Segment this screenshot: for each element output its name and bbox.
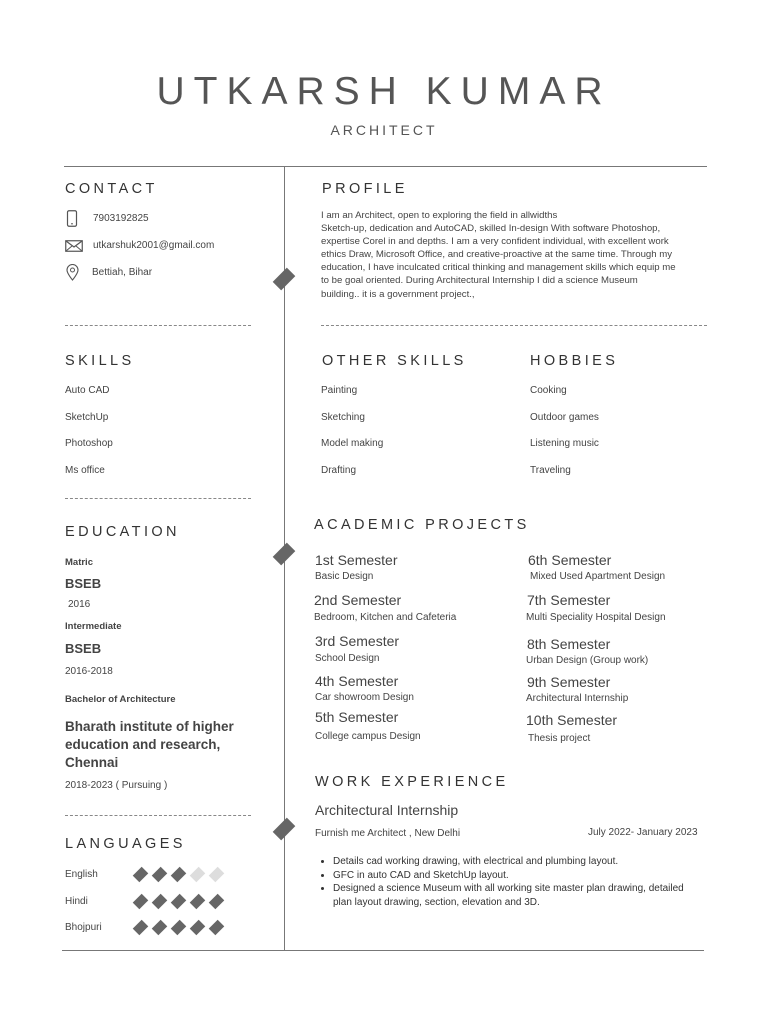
contact-heading: CONTACT — [65, 181, 158, 197]
profile-line: expertise Corel in and depths. I am a very confident individual, with excellent work — [321, 236, 669, 248]
education-years: 2016-2018 — [65, 666, 113, 677]
skill-item: SketchUp — [65, 412, 109, 423]
work-bullet: • Details cad working drawing, with electrical and plumbing layout. — [333, 855, 705, 869]
work-experience-heading: WORK EXPERIENCE — [315, 774, 509, 790]
semester-title: 9th Semester — [527, 674, 611, 690]
resume-title: ARCHITECT — [330, 122, 438, 138]
rating-diamond-filled — [190, 894, 206, 910]
rating-diamond-filled — [133, 867, 149, 883]
location-pin-icon — [66, 264, 79, 281]
section-divider — [65, 498, 251, 499]
section-divider — [321, 325, 707, 326]
rating-diamond-filled — [171, 894, 187, 910]
education-level: Matric — [65, 557, 93, 568]
work-period: July 2022- January 2023 — [588, 827, 698, 838]
education-years: 2018-2023 ( Pursuing ) — [65, 780, 168, 791]
rating-diamond-filled — [171, 920, 187, 936]
profile-line: education, I have inculcated critical thinking and management skills which equip me — [321, 262, 676, 274]
education-board: BSEB — [65, 641, 102, 656]
skill-item: Auto CAD — [65, 385, 110, 396]
skills-heading: SKILLS — [65, 353, 135, 369]
semester-title: 4th Semester — [315, 673, 399, 689]
profile-line: I am an Architect, open to exploring the field in allwidths — [321, 210, 558, 221]
semester-project: College campus Design — [315, 731, 421, 742]
semester-project: Urban Design (Group work) — [526, 655, 649, 666]
languages-heading: LANGUAGES — [65, 836, 186, 852]
other-skill-item: Sketching — [321, 412, 365, 423]
rating-diamond-filled — [133, 920, 149, 936]
hobby-item: Listening music — [530, 438, 599, 449]
semester-title: 6th Semester — [528, 552, 612, 568]
rating-diamond-filled — [209, 920, 225, 936]
timeline-diamond — [273, 268, 296, 291]
education-institute: Bharath institute of higher education and research, Chennai — [65, 719, 234, 770]
phone-icon — [66, 210, 78, 227]
rating-diamond-filled — [152, 920, 168, 936]
work-role: Architectural Internship — [315, 802, 459, 818]
contact-phone[interactable]: 7903192825 — [93, 213, 149, 224]
semester-project: Multi Speciality Hospital Design — [526, 612, 666, 623]
semester-project: Car showroom Design — [315, 692, 414, 703]
profile-text — [321, 209, 711, 301]
education-heading: EDUCATION — [65, 524, 180, 540]
education-level: Intermediate — [65, 621, 122, 632]
language-rating — [133, 895, 233, 909]
education-years: 2016 — [68, 599, 91, 610]
profile-line: ethics Draw, Microsoft Office, and creative-proactive at the same time. Through my — [321, 249, 673, 261]
skill-item: Ms office — [65, 465, 105, 476]
rating-diamond-filled — [171, 867, 187, 883]
rating-diamond-empty — [190, 867, 206, 883]
mail-icon — [65, 240, 83, 252]
other-skill-item: Model making — [321, 438, 384, 449]
profile-heading: PROFILE — [322, 181, 408, 197]
section-divider — [65, 815, 251, 816]
semester-title: 2nd Semester — [314, 592, 402, 608]
language-name: Hindi — [65, 896, 88, 907]
profile-line: to be goal oriented. During Architectural Internship I did a science Museum — [321, 275, 638, 287]
skill-item: Photoshop — [65, 438, 113, 449]
semester-project: Architectural Internship — [526, 693, 629, 704]
rating-diamond-filled — [152, 867, 168, 883]
rating-diamond-filled — [209, 894, 225, 910]
hobbies-heading: HOBBIES — [530, 353, 619, 369]
semester-project: Thesis project — [528, 733, 591, 744]
language-rating — [133, 868, 233, 882]
semester-project: Mixed Used Apartment Design — [530, 571, 666, 582]
rating-diamond-filled — [190, 920, 206, 936]
timeline-diamond — [273, 818, 296, 841]
section-divider — [65, 325, 251, 326]
language-name: English — [65, 869, 98, 880]
rating-diamond-filled — [152, 894, 168, 910]
other-skill-item: Drafting — [321, 465, 357, 476]
rating-diamond-empty — [209, 867, 225, 883]
profile-line: building.. it is a government project., — [321, 288, 475, 300]
other-skills-heading: OTHER SKILLS — [322, 353, 467, 369]
hobby-item: Traveling — [530, 465, 571, 476]
work-company: Furnish me Architect , New Delhi — [315, 828, 461, 839]
semester-title: 1st Semester — [315, 552, 398, 568]
semester-project: School Design — [315, 653, 380, 664]
academic-projects-heading: ACADEMIC PROJECTS — [314, 517, 530, 533]
semester-title: 7th Semester — [527, 592, 611, 608]
contact-email[interactable]: utkarshuk2001@gmail.com — [93, 240, 215, 251]
work-bullet: • Designed a science Museum with all working site master plan drawing, detailed plan layout drawing, section, elevation and 3D. — [333, 882, 705, 909]
semester-title: 3rd Semester — [315, 633, 400, 649]
semester-title: 5th Semester — [315, 709, 399, 725]
bottom-rule — [62, 950, 704, 951]
rating-diamond-filled — [133, 894, 149, 910]
work-bullet: • GFC in auto CAD and SketchUp layout. — [333, 869, 705, 883]
semester-project: Basic Design — [315, 571, 374, 582]
top-rule — [64, 166, 707, 167]
semester-title: 8th Semester — [527, 636, 611, 652]
semester-project: Bedroom, Kitchen and Cafeteria — [314, 612, 457, 623]
hobby-item: Cooking — [530, 385, 567, 396]
semester-title: 10th Semester — [526, 712, 618, 728]
language-name: Bhojpuri — [65, 922, 102, 933]
profile-line: Sketch-up, dedication and AutoCAD, skilled In-design With software Photoshop, — [321, 223, 661, 235]
education-level: Bachelor of Architecture — [65, 694, 176, 705]
contact-location: Bettiah, Bihar — [92, 267, 153, 278]
resume-name: UTKARSH KUMAR — [156, 70, 612, 113]
other-skill-item: Painting — [321, 385, 358, 396]
timeline-diamond — [273, 543, 296, 566]
education-board: BSEB — [65, 576, 102, 591]
work-bullets — [315, 855, 705, 909]
language-rating — [133, 921, 233, 935]
hobby-item: Outdoor games — [530, 412, 599, 423]
